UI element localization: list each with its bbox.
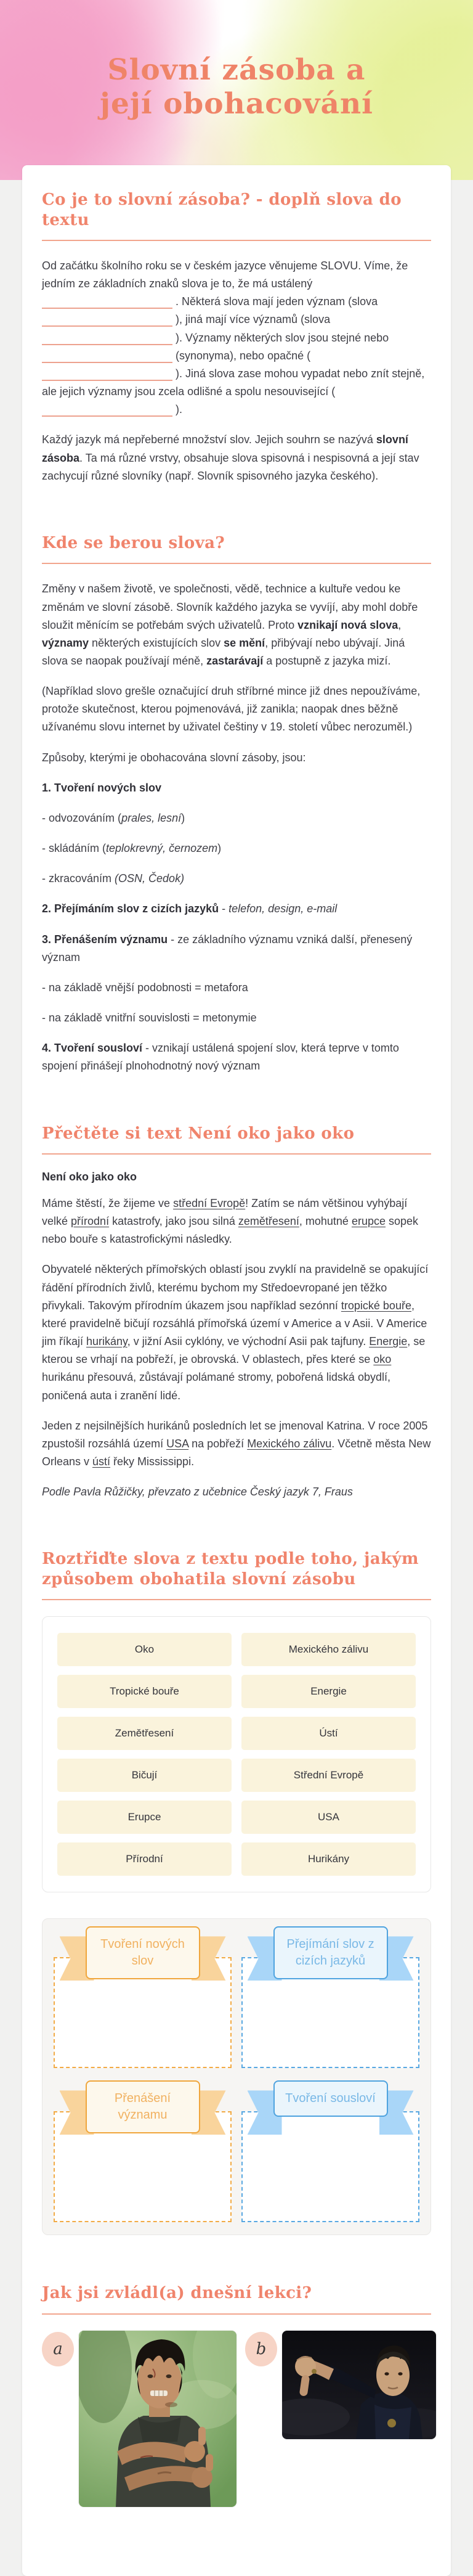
ribbon-label <box>86 2080 200 2133</box>
zone-label: Přejímání slov z cizích jazyků <box>273 1926 388 1979</box>
drop-zone-prejimani-slov[interactable] <box>241 1937 419 2068</box>
source-credit: Podle Pavla Růžičky, převzato z učebnice Český jazyk 7, Fraus <box>42 1486 353 1499</box>
list-item-heading: 4. Tvoření sousloví - vznikají ustálená spojení slov, která teprve v tomto spojení přinášejí plnohodnotný nový význam <box>42 1042 399 1073</box>
drop-zone-board <box>42 1918 431 2235</box>
option-b <box>245 2331 436 2439</box>
fill-in-blank[interactable] <box>42 329 172 345</box>
heading-divider <box>42 1599 431 1600</box>
word-chip[interactable]: Zemětřesení <box>57 1717 232 1750</box>
word-chip[interactable]: Střední Evropě <box>241 1759 416 1792</box>
reading-title: Není oko jako oko <box>42 1171 137 1183</box>
word-chip[interactable]: Energie <box>241 1675 416 1708</box>
option-letter-badge: a <box>42 2332 74 2366</box>
zone-label: Tvoření sousloví <box>273 2080 388 2117</box>
list-item: - na základě vnější podobnosti = metafora <box>42 981 248 994</box>
list-item-heading: 2. Přejímáním slov z cizích jazyků - telefon, design, e-mail <box>42 902 338 915</box>
list-item: - odvozováním (prales, lesní) <box>42 811 185 824</box>
heading-divider <box>42 1153 431 1155</box>
drop-zone-prenaseni-vyznamu[interactable] <box>54 2091 232 2222</box>
word-chip[interactable]: Mexického zálivu <box>241 1633 416 1666</box>
list-item: - zkracováním (OSN, Čedok) <box>42 872 185 885</box>
word-chip[interactable]: Erupce <box>57 1801 232 1834</box>
word-chip[interactable]: USA <box>241 1801 416 1834</box>
list-item-heading: 3. Přenášením významu - ze základního významu vzniká další, přenesený význam <box>42 933 413 963</box>
word-chip[interactable]: Přírodní <box>57 1842 232 1876</box>
paragraph: (Například slovo grešle označující druh stříbrné mince již dnes nepoužíváme, protože skutečnost, kterou pojmenovává, již zanikla; naopak dnes běžně užívanému slovu internet by uživatel češtiny v 19. století vůbec nerozuměl.) <box>42 685 421 734</box>
fill-in-blank[interactable] <box>42 293 172 309</box>
heading-divider <box>42 2313 431 2315</box>
fill-in-blank[interactable] <box>42 365 172 381</box>
paragraph: Změny v našem životě, ve společnosti, vědě, technice a kultuře vedou ke změnám ve slovní zásobě. Slovník každého jazyka se vyvíjí, aby mohl dobře sloužit měnícím se potřebám svých uživatelů. Proto vznikají nová slova, významy některých existujících slov se mění, přibývají nebo ubývají. Jiná slova se naopak používají méně, zastarávají a postupně z jazyka mizí. <box>42 583 418 667</box>
feedback-options <box>42 2331 431 2507</box>
fill-in-paragraph: Od začátku školního roku se v českém jazyce věnujeme SLOVU. Víme, že jedním ze základních znaků slova je to, že má ustálený . Některá slova mají jeden význam (slova ), jiná mají více významů (slova ). Významy některých slov jsou stejné nebo (synonyma), nebo opačné ( ). Jiná slova zase mohou vypadat nebo znít stejně, ale jejich významy jsou zcela odlišné a spolu nesouvisející ( ). <box>42 260 425 416</box>
section-heading: Jak jsi zvládl(a) dnešní lekci? <box>42 2284 312 2303</box>
heading-divider <box>42 563 431 564</box>
section-heading: Kde se berou slova? <box>42 533 225 552</box>
paragraph: Jeden z nejsilnějších hurikánů posledních let se jmenoval Katrina. V roce 2005 zpustošil rozsáhlá území USA na pobřeží Mexického zálivu. Včetně města New Orleans v ústí řeky Mississippi. <box>42 1419 431 1468</box>
ribbon-label <box>86 1926 200 1979</box>
section-lesson-feedback <box>42 2283 431 2507</box>
option-a <box>42 2331 236 2507</box>
ribbon-label <box>273 1926 388 1979</box>
list-item-heading: 1. Tvoření nových slov <box>42 781 162 794</box>
section-sort-words <box>42 1549 431 2235</box>
fill-in-blank[interactable] <box>42 347 172 363</box>
drop-zone-tvoreni-novych-slov[interactable] <box>54 1937 232 2068</box>
section-reading-text <box>42 1124 431 1502</box>
ribbon-label <box>273 2080 388 2117</box>
drop-zone-tvoreni-souslovi[interactable] <box>241 2091 419 2222</box>
fill-in-blank[interactable] <box>42 401 172 417</box>
section-where-words-come-from <box>42 533 431 1076</box>
thumbs-down-photo[interactable] <box>282 2331 436 2439</box>
section-heading: Roztřiďte slova z textu podle toho, jakým způsobem obohatila slovní zásobu <box>42 1550 419 1589</box>
fill-in-blank[interactable] <box>42 311 172 327</box>
paragraph: Každý jazyk má nepřeberné množství slov. Jejich souhrn se nazývá slovní zásoba. Ta má různé vrstvy, obsahuje slova spisovná i nespisovná a její stav zachycují různé slovníky (např. Slovník spisovného jazyka českého). <box>42 433 419 482</box>
heading-divider <box>42 240 431 241</box>
paragraph: Obyvatelé některých přímořských oblastí jsou zvyklí na pravidelně se opakující řádění přírodních živlů, kterému bychom my Středoevropané jen těžko přivykali. Takovým přírodním úkazem jsou například sezónní tropické bouře, které pravidelně bičují rozsáhlá přímořská území v Americe a v Asii. V Americe jim říkají hurikány, v jižní Asii cyklóny, ve východní Asii pak tajfuny. Energie, se kterou se vrhají na pobřeží, je obrovská. V oblastech, přes které se oko hurikánu přesouvá, zůstávají polámané stromy, pobořená lidská obydlí, poničená auta i zranění lidé. <box>42 1263 429 1402</box>
option-letter-badge: b <box>245 2332 277 2366</box>
paragraph: Máme štěstí, že žijeme ve střední Evropě! Zatím se nám většinou vyhýbají velké přírodní katastrofy, jako jsou silná zemětřesení, mohutné erupce sopek nebo bouře s katastrofickými následky. <box>42 1197 419 1246</box>
page-title: Slovní zásoba a její obohacování <box>99 53 374 121</box>
worksheet-card <box>22 165 451 2576</box>
word-chip[interactable]: Oko <box>57 1633 232 1666</box>
zone-label: Přenášení významu <box>86 2080 200 2133</box>
word-chip[interactable]: Hurikány <box>241 1842 416 1876</box>
list-item: - na základě vnitřní souvislosti = metonymie <box>42 1012 257 1024</box>
paragraph: Způsoby, kterými je obohacována slovní zásoby, jsou: <box>42 751 306 764</box>
word-chip[interactable]: Ústí <box>241 1717 416 1750</box>
thumbs-up-photo[interactable] <box>79 2331 236 2507</box>
section-heading: Co je to slovní zásoba? - doplň slova do textu <box>42 190 402 229</box>
word-chip[interactable]: Bičují <box>57 1759 232 1792</box>
section-heading: Přečtěte si text Není oko jako oko <box>42 1124 355 1143</box>
zone-label: Tvoření nových slov <box>86 1926 200 1979</box>
section-what-is-vocabulary <box>42 190 431 485</box>
word-chip-bank <box>42 1616 431 1892</box>
word-chip[interactable]: Tropické bouře <box>57 1675 232 1708</box>
list-item: - skládáním (teplokrevný, černozem) <box>42 842 222 855</box>
watercolor-header <box>0 0 473 180</box>
